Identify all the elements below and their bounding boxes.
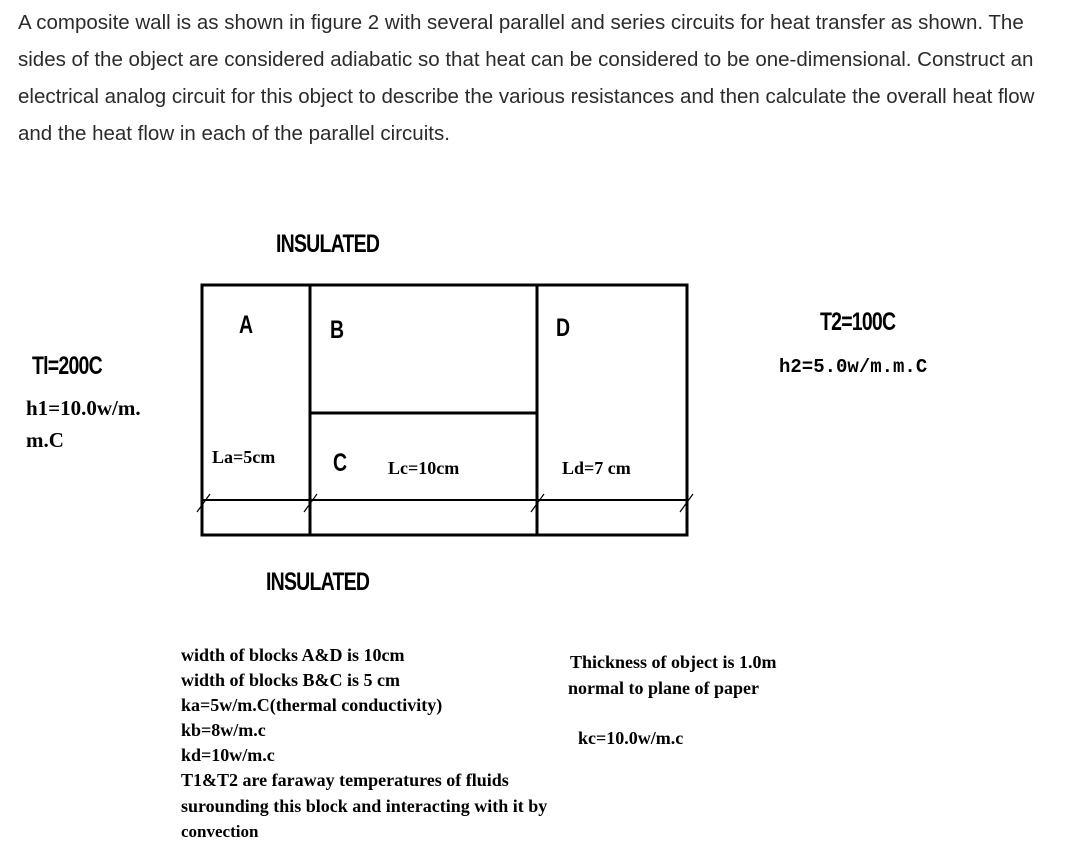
right-temperature: T2=100C [820,308,896,336]
left-h-line2: m.C [26,428,64,452]
left-h-line1: h1=10.0w/m. [26,396,141,420]
length-c: Lc=10cm [388,458,460,478]
note-thickness-1: Thickness of object is 1.0m [570,652,777,672]
block-b-label: B [330,316,344,344]
left-temperature: Tl=200C [32,352,102,380]
block-d-label: D [556,314,570,342]
note-kb: kb=8w/m.c [181,720,266,740]
note-fluid-temps-2: surounding this block and interacting with it by [181,796,548,816]
length-d: Ld=7 cm [562,458,631,478]
wall-outline [202,285,687,535]
block-c-label: C [333,449,347,477]
insulated-bottom-label: INSULATED [266,568,370,596]
insulated-top-label: INSULATED [276,230,380,258]
right-h: h2=5.0w/m.m.C [779,356,928,378]
problem-statement: A composite wall is as shown in figure 2 with several parallel and series circuits for heat transfer as shown. The sides of the object are considered adiabatic so that heat can be considered to be one-dimensional. Construct an electrical analog circuit for this object to describe the various resistances and then calculate the overall heat flow and the heat flow in each of the parallel circuits. [18,11,1035,145]
block-a-label: A [239,311,253,339]
note-fluid-temps-1: T1&T2 are faraway temperatures of fluids [181,770,509,790]
note-kc: kc=10.0w/m.c [578,728,684,748]
note-width-ad: width of blocks A&D is 10cm [181,645,405,665]
note-width-bc: width of blocks B&C is 5 cm [181,670,401,690]
length-a: La=5cm [212,447,276,467]
note-fluid-temps-3: convection [181,822,259,841]
note-thickness-2: normal to plane of paper [568,678,759,698]
note-kd: kd=10w/m.c [181,745,275,765]
note-ka: ka=5w/m.C(thermal conductivity) [181,695,443,715]
